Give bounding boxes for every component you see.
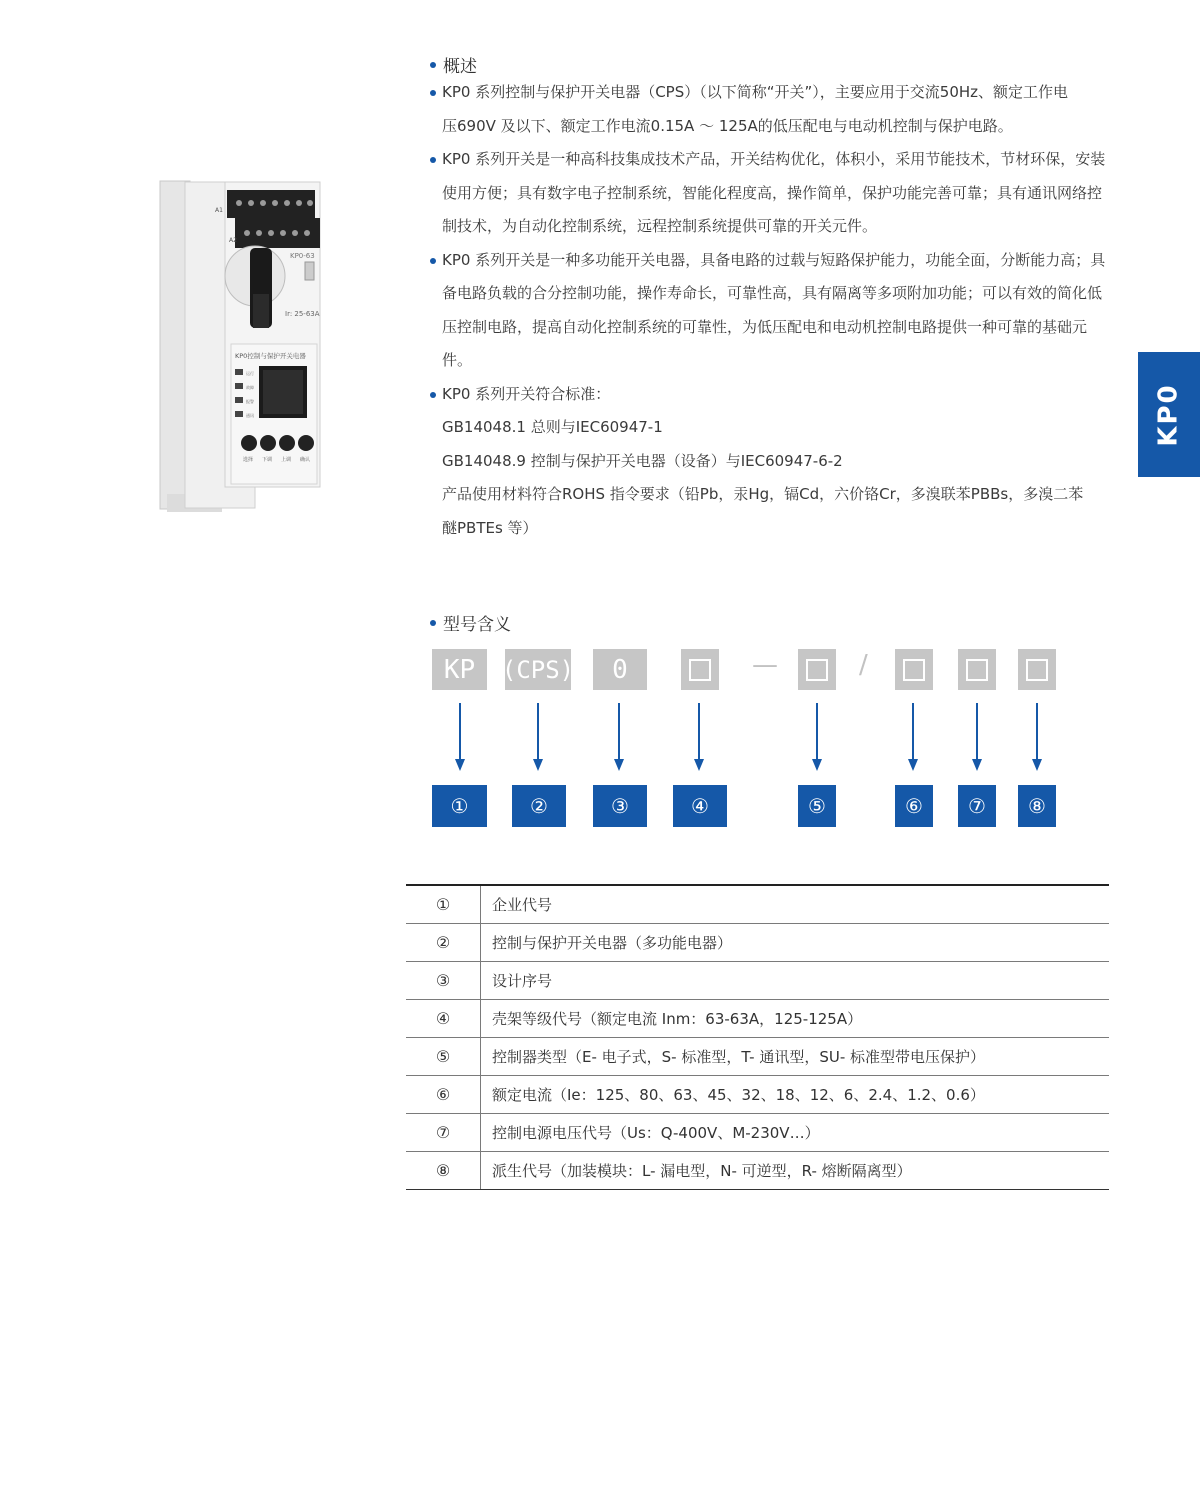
standard-item: GB14048.1 总则与IEC60947-1 bbox=[442, 418, 663, 436]
table-cell-text: 设计序号 bbox=[492, 972, 553, 990]
text-line: 使用方便；具有数字电子控制系统，智能化程度高，操作简单，保护功能完善可靠；具有通讯网络控 bbox=[442, 183, 1103, 202]
table-row bbox=[406, 962, 1109, 1000]
table-cell-number: ② bbox=[406, 924, 481, 961]
arrow-down-icon bbox=[455, 703, 465, 771]
table-row bbox=[406, 924, 1109, 962]
table-cell-number: ⑥ bbox=[406, 1076, 481, 1113]
standard-item: 醚PBTEs 等） bbox=[442, 518, 538, 537]
standards-list bbox=[430, 411, 1110, 545]
table-row bbox=[406, 1038, 1109, 1076]
table-cell-text: 控制电源电压代号（Us：Q-400V、M-230V…） bbox=[492, 1124, 820, 1142]
text-line: 备电路负载的合分控制功能，操作寿命长，可靠性高，具有隔离等多项附加功能；可以有效的简化低 bbox=[442, 284, 1103, 302]
table-cell-text: 壳架等级代号（额定电流 Inm：63-63A，125-125A） bbox=[492, 1010, 863, 1028]
table-cell-number: ⑤ bbox=[406, 1038, 481, 1075]
model-code-title: 型号含义 bbox=[430, 610, 511, 635]
overview-paragraph bbox=[430, 143, 1110, 244]
side-tab-label: KP0 bbox=[1154, 382, 1185, 447]
arrow-down-icon bbox=[694, 703, 704, 771]
number-box-7: ⑦ bbox=[958, 785, 996, 827]
table-cell-number: ① bbox=[406, 886, 481, 923]
code-box-placeholder bbox=[1018, 649, 1056, 690]
overview-paragraph bbox=[430, 244, 1110, 378]
button-label-2: 下调 bbox=[262, 457, 273, 463]
table-row bbox=[406, 1076, 1109, 1114]
arrow-down-icon bbox=[972, 703, 982, 771]
indicator-label-4: 通讯 bbox=[246, 413, 254, 418]
terminal-a1-label: A1 bbox=[215, 207, 223, 214]
code-box-cps: (CPS) bbox=[505, 649, 571, 690]
arrow-down-icon bbox=[1032, 703, 1042, 771]
empty-square-icon bbox=[806, 659, 828, 681]
bullet-icon bbox=[430, 90, 436, 96]
bullet-icon bbox=[430, 620, 436, 626]
empty-square-icon bbox=[966, 659, 988, 681]
table-cell-text: 控制与保护开关电器（多功能电器） bbox=[492, 934, 733, 952]
code-box-placeholder bbox=[958, 649, 996, 690]
table-cell-text: 派生代号（加装模块：L- 漏电型，N- 可逆型，R- 熔断隔离型） bbox=[492, 1162, 912, 1180]
code-box-placeholder bbox=[895, 649, 933, 690]
button-label-1: 选择 bbox=[243, 457, 254, 463]
number-box-1: ① bbox=[432, 785, 487, 827]
overview-paragraph bbox=[430, 378, 1110, 412]
number-box-3: ③ bbox=[593, 785, 647, 827]
empty-square-icon bbox=[903, 659, 925, 681]
code-slash: / bbox=[859, 650, 868, 680]
bullet-icon bbox=[430, 157, 436, 163]
indicator-label-2: 故障 bbox=[246, 385, 254, 390]
model-meaning-table bbox=[406, 884, 1109, 1190]
indicator-label-1: 运行 bbox=[246, 371, 254, 376]
empty-square-icon bbox=[1026, 659, 1048, 681]
product-image bbox=[155, 176, 325, 514]
number-box-6: ⑥ bbox=[895, 785, 933, 827]
bullet-icon bbox=[430, 258, 436, 264]
text-line: KP0 系列控制与保护开关电器（CPS）（以下简称“开关”），主要应用于交流50Hz、额定工作电 bbox=[442, 83, 1069, 101]
arrow-down-icon bbox=[908, 703, 918, 771]
button-label-4: 确认 bbox=[300, 457, 311, 463]
text-line: 压控制电路，提高自动化控制系统的可靠性，为低压配电和电动机控制电路提供一种可靠的基础元 bbox=[442, 317, 1088, 336]
button-label-3: 上调 bbox=[281, 457, 292, 463]
side-tab bbox=[1138, 352, 1200, 477]
table-cell-number: ⑦ bbox=[406, 1114, 481, 1151]
text-line: 压690V 及以下、额定工作电流0.15A ～ 125A的低压配电与电动机控制与保护电路。 bbox=[442, 116, 1013, 135]
table-row bbox=[406, 1000, 1109, 1038]
code-box-zero: 0 bbox=[593, 649, 647, 690]
table-row bbox=[406, 1114, 1109, 1152]
arrow-down-icon bbox=[533, 703, 543, 771]
text-line: KP0 系列开关是一种多功能开关电器，具备电路的过载与短路保护能力，功能全面，分断能力高；具 bbox=[442, 250, 1106, 269]
product-rating-label: Ir: 25-63A bbox=[285, 310, 320, 318]
table-cell-number: ⑧ bbox=[406, 1152, 481, 1189]
text-line: 制技术，为自动化控制系统，远程控制系统提供可靠的开关元件。 bbox=[442, 217, 878, 235]
text-line: KP0 系列开关符合标准： bbox=[442, 384, 611, 403]
number-box-5: ⑤ bbox=[798, 785, 836, 827]
overview-body bbox=[430, 76, 1110, 545]
indicator-label-3: 报警 bbox=[246, 399, 254, 404]
standard-item: 产品使用材料符合ROHS 指令要求（铅Pb，汞Hg，镉Cd，六价铬Cr，多溴联苯PBBs，多溴二苯 bbox=[442, 485, 1084, 503]
terminal-a2-label: A2 bbox=[229, 237, 237, 244]
text-line: KP0 系列开关是一种高科技集成技术产品，开关结构优化，体积小，采用节能技术，节材环保，安装 bbox=[442, 150, 1106, 168]
arrow-down-icon bbox=[614, 703, 624, 771]
table-row bbox=[406, 1152, 1109, 1190]
standard-item: GB14048.9 控制与保护开关电器（设备）与IEC60947-6-2 bbox=[442, 451, 843, 470]
text-line: 件。 bbox=[442, 351, 473, 369]
table-cell-text: 额定电流（Ie：125、80、63、45、32、18、12、6、2.4、1.2、0.6） bbox=[492, 1086, 985, 1104]
number-box-4: ④ bbox=[673, 785, 727, 827]
table-row bbox=[406, 886, 1109, 924]
number-box-2: ② bbox=[512, 785, 566, 827]
product-panel-label: KP0控制与保护开关电器 bbox=[235, 352, 306, 360]
code-dash: — bbox=[752, 650, 778, 680]
table-cell-number: ④ bbox=[406, 1000, 481, 1037]
number-box-8: ⑧ bbox=[1018, 785, 1056, 827]
overview-title: 概述 bbox=[430, 52, 477, 77]
empty-square-icon bbox=[689, 659, 711, 681]
bullet-icon bbox=[430, 392, 436, 398]
overview-paragraph bbox=[430, 76, 1110, 143]
table-cell-text: 企业代号 bbox=[492, 896, 553, 914]
code-box-placeholder bbox=[681, 649, 719, 690]
table-cell-number: ③ bbox=[406, 962, 481, 999]
code-box-placeholder bbox=[798, 649, 836, 690]
arrow-down-icon bbox=[812, 703, 822, 771]
product-model-label: KP0-63 bbox=[290, 252, 315, 260]
table-cell-text: 控制器类型（E- 电子式，S- 标准型，T- 通讯型，SU- 标准型带电压保护） bbox=[492, 1048, 986, 1066]
code-box-kp: KP bbox=[432, 649, 487, 690]
bullet-icon bbox=[430, 62, 436, 68]
